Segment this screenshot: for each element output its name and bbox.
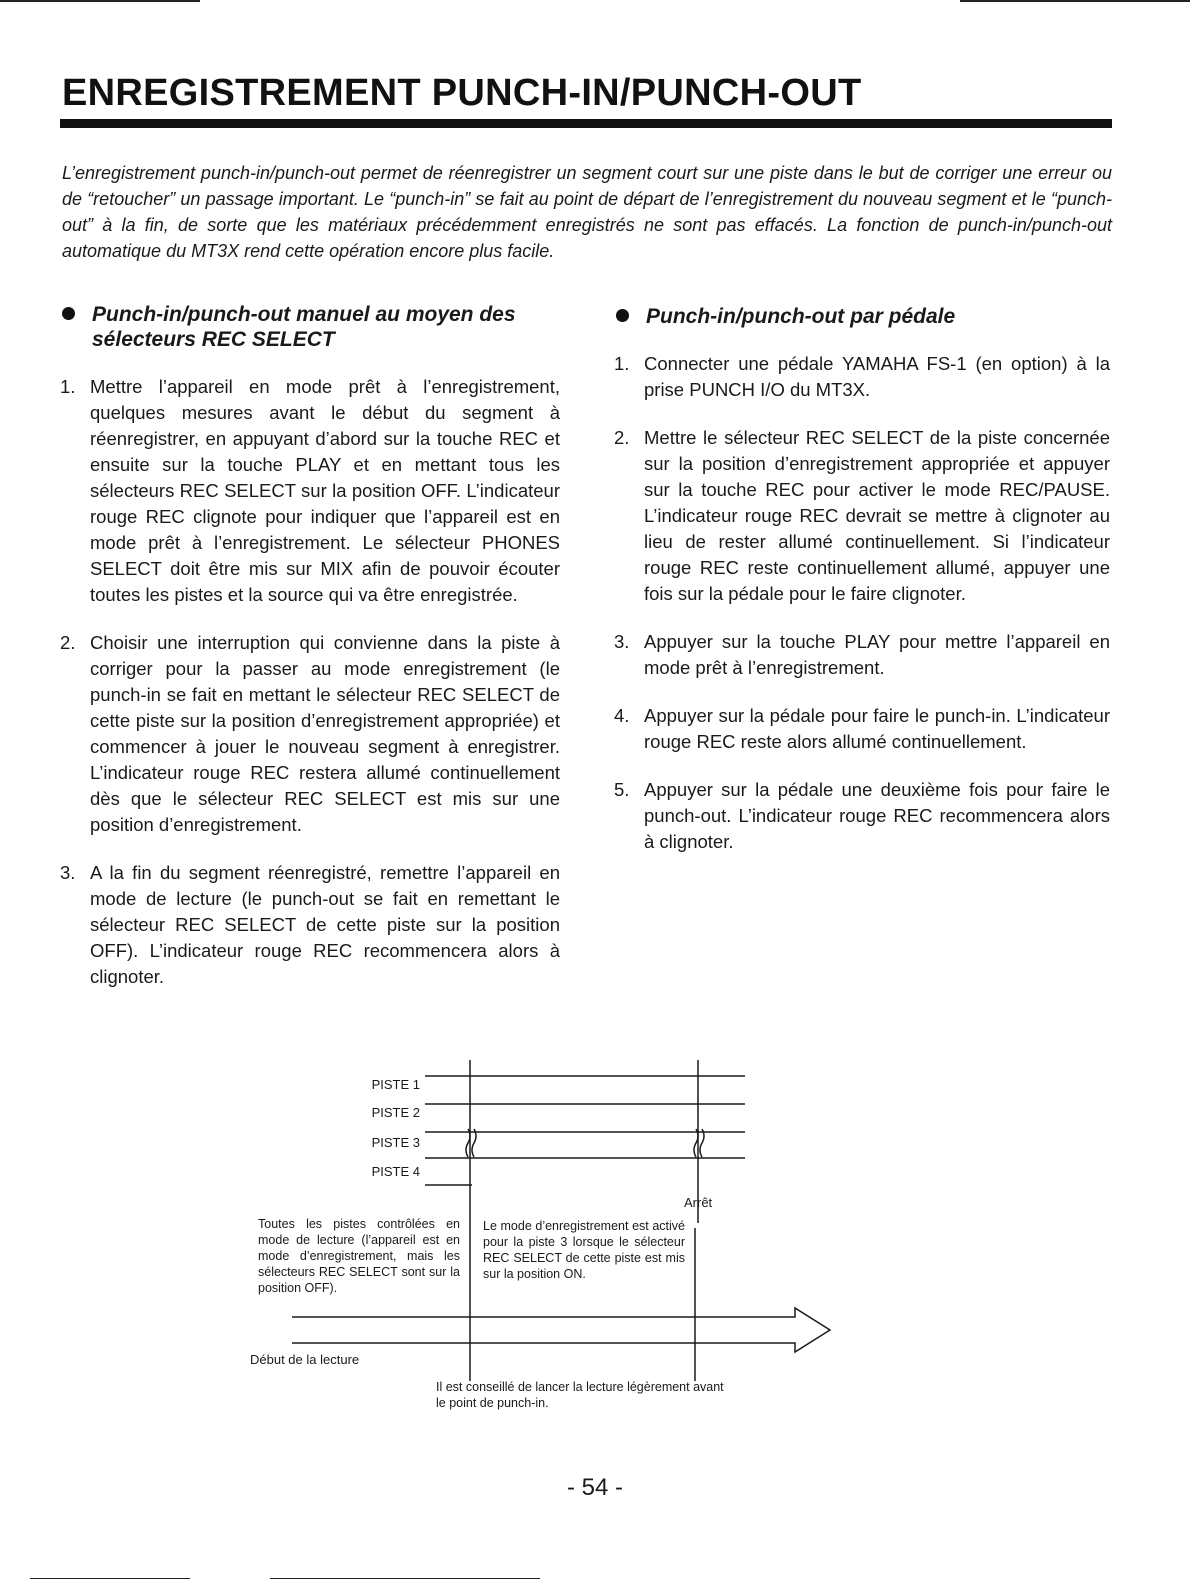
right-column <box>614 304 1110 877</box>
list-item <box>614 777 1110 855</box>
bullet-icon <box>616 309 629 322</box>
step-number: 2. <box>60 632 76 653</box>
step-text: Appuyer sur la touche PLAY pour mettre l’appareil en mode prêt à l’enregistrement. <box>644 631 1110 678</box>
track-label-4: PISTE 4 <box>371 1164 420 1179</box>
track-label-2: PISTE 2 <box>371 1105 420 1120</box>
left-steps-list <box>60 374 560 990</box>
right-steps-list <box>614 351 1110 855</box>
left-heading <box>60 302 560 352</box>
left-column <box>60 302 560 1012</box>
top-edge-line-right <box>960 0 1190 2</box>
diagram-note-middle: Le mode d’enregistrement est activé pour la piste 3 lorsque le sélecteur REC SELECT de cette piste est mis sur la position ON. <box>483 1219 685 1281</box>
step-number: 3. <box>614 631 630 652</box>
list-item <box>60 630 560 838</box>
track-label-1: PISTE 1 <box>371 1077 420 1092</box>
top-edge-line-left <box>0 0 200 2</box>
step-number: 1. <box>614 353 630 374</box>
title-underline-bar <box>60 119 1112 128</box>
stop-label: Arrêt <box>684 1195 713 1210</box>
step-text: Appuyer sur la pédale une deuxième fois pour faire le punch-out. L’indicateur rouge REC recommencera alors à clignoter. <box>644 779 1110 852</box>
page-number: - 54 - <box>566 1474 623 1501</box>
diagram-note-bottom: Il est conseillé de lancer la lecture légèrement avant le point de punch-in. <box>436 1380 724 1410</box>
step-text: Connecter une pédale YAMAHA FS-1 (en option) à la prise PUNCH I/O du MT3X. <box>644 353 1110 400</box>
list-item <box>614 425 1110 607</box>
bullet-icon <box>62 307 75 320</box>
intro-paragraph: L’enregistrement punch-in/punch-out permet de réenregistrer un segment court sur une piste dans le but de corriger une erreur ou de “retoucher” un passage important. Le “punch-in” se fait au point de départ de l’enregistrement du nouveau segment et le “punch-out” à la fin, de sorte que les matériaux précédemment enregistrés ne sont pas effacés. La fonction de punch-in/punch-out automatique du MT3X rend cette opération encore plus facile. <box>62 163 1112 261</box>
list-item <box>60 860 560 990</box>
page-title: ENREGISTREMENT PUNCH-IN/PUNCH-OUT <box>62 72 862 114</box>
punch-out-break-mark <box>694 1129 704 1157</box>
right-heading <box>614 304 1110 329</box>
start-label: Début de la lecture <box>250 1352 360 1367</box>
bottom-edge-line-left <box>30 1578 190 1579</box>
step-number: 2. <box>614 427 630 448</box>
step-number: 5. <box>614 779 630 800</box>
step-text: Mettre le sélecteur REC SELECT de la piste concernée sur la position d’enregistrement appropriée et appuyer sur la touche REC pour activer le mode REC/PAUSE. L’indicateur rouge REC devrait se mettre à clignoter au lieu de rester allumé continuellement. Si l’indicateur rouge REC reste continuellement allumé, appuyer une fois sur la pédale pour le faire clignoter. <box>644 427 1110 604</box>
punch-in-break-mark <box>466 1129 476 1157</box>
diagram-note-left: Toutes les pistes contrôlées en mode de lecture (l’appareil est en mode d’enregistrement, mais les sélecteurs REC SELECT sont sur la position OFF). <box>258 1217 460 1295</box>
step-text: Appuyer sur la pédale pour faire le punch-in. L’indicateur rouge REC reste alors allumé continuellement. <box>644 705 1110 752</box>
timeline-arrow <box>292 1308 830 1352</box>
list-item <box>614 629 1110 681</box>
step-text: A la fin du segment réenregistré, remettre l’appareil en mode de lecture (le punch-out se fait en remettant le sélecteur REC SELECT de cette piste sur la position OFF). L’indicateur rouge REC recommencera alors à clignoter. <box>90 862 560 987</box>
step-number: 4. <box>614 705 630 726</box>
step-number: 3. <box>60 862 76 883</box>
list-item <box>614 351 1110 403</box>
step-text: Choisir une interruption qui convienne dans la piste à corriger pour la passer au mode enregistrement (le punch-in se fait en mettant le sélecteur REC SELECT de cette piste sur la position d’enregistrement appropriée) et commencer à jouer le nouveau segment à enregistrer. L’indicateur rouge REC restera allumé continuellement dès que le sélecteur REC SELECT est mis sur une position d’enregistrement. <box>90 632 560 835</box>
right-heading-text: Punch-in/punch-out par pédale <box>646 305 956 328</box>
track-label-3: PISTE 3 <box>371 1135 420 1150</box>
step-number: 1. <box>60 376 76 397</box>
left-heading-text: Punch-in/punch-out manuel au moyen des sélecteurs REC SELECT <box>92 303 516 351</box>
bottom-edge-line-right <box>270 1578 540 1579</box>
list-item <box>60 374 560 608</box>
step-text: Mettre l’appareil en mode prêt à l’enregistrement, quelques mesures avant le début du segment à réenregistrer, en appuyant d’abord sur la touche REC et ensuite sur la touche PLAY et en mettant tous les sélecteurs REC SELECT sur la position OFF. L’indicateur rouge REC clignote pour indiquer que l’appareil est en mode prêt à l’enregistrement. Le sélecteur PHONES SELECT doit être mis sur MIX afin de pouvoir écouter toutes les pistes et la source qui va être enregistrée. <box>90 376 560 605</box>
list-item <box>614 703 1110 755</box>
